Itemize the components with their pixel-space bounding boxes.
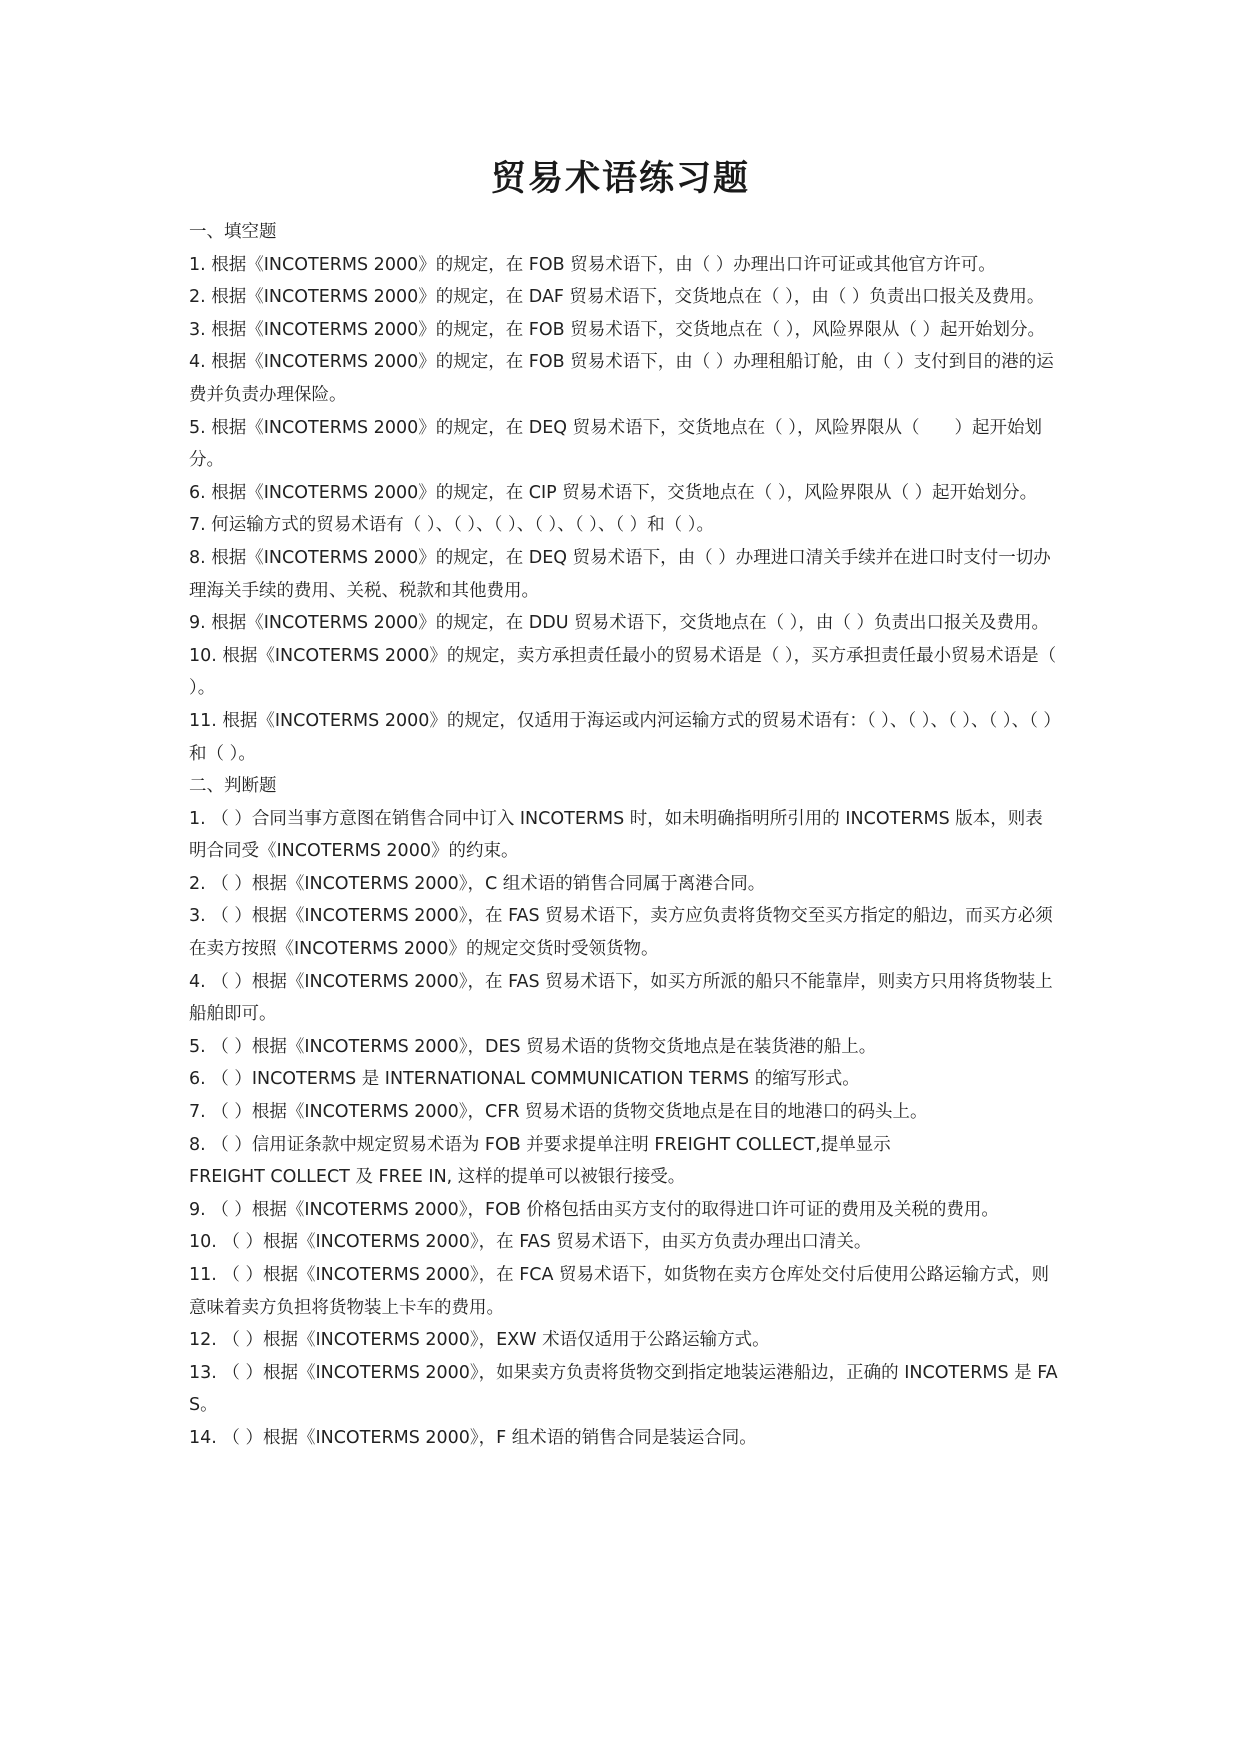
- question-list: [189, 803, 1059, 1455]
- section-fill-in-blank: [189, 216, 1062, 770]
- question-item: 8. （ ）信用证条款中规定贸易术语为 FOB 并要求提单注明 FREIGHT COLLECT,提单显示 FREIGHT COLLECT 及 FREE IN, 这样的提单可以被银行接受。: [189, 1134, 891, 1188]
- question-item: 13. （ ）根据《INCOTERMS 2000》，如果卖方负责将货物交到指定地装运港船边，正确的 INCOTERMS 是 FAS。: [189, 1362, 1058, 1416]
- question-item: 2. 根据《INCOTERMS 2000》的规定，在 DAF 贸易术语下，交货地点在（ ），由（ ）负责出口报关及费用。: [189, 287, 1045, 308]
- question-item: 4. 根据《INCOTERMS 2000》的规定，在 FOB 贸易术语下，由（ ）办理租船订舱，由（ ）支付到目的港的运费并负责办理保险。: [189, 352, 1054, 405]
- question-item: 3. 根据《INCOTERMS 2000》的规定，在 FOB 贸易术语下，交货地点在（ ），风险界限从（ ）起开始划分。: [189, 319, 1046, 340]
- question-item: 6. （ ）INCOTERMS 是 INTERNATIONAL COMMUNICATION TERMS 的缩写形式。: [189, 1069, 860, 1090]
- question-item: 14. （ ）根据《INCOTERMS 2000》，F 组术语的销售合同是装运合同。: [189, 1427, 757, 1448]
- question-item: 6. 根据《INCOTERMS 2000》的规定，在 CIP 贸易术语下，交货地点在（ ），风险界限从（ ）起开始划分。: [189, 482, 1038, 503]
- question-item: 3. （ ）根据《INCOTERMS 2000》，在 FAS 贸易术语下，卖方应负责将货物交至买方指定的船边，而买方必须在卖方按照《INCOTERMS 2000》的规定交货时受领货物。: [189, 906, 1053, 960]
- question-item: 10. 根据《INCOTERMS 2000》的规定，卖方承担责任最小的贸易术语是（ ），买方承担责任最小贸易术语是（ ）。: [189, 645, 1062, 699]
- document-body: [189, 216, 1062, 1455]
- question-item: 11. 根据《INCOTERMS 2000》的规定，仅适用于海运或内河运输方式的贸易术语有：（ ）、（ ）、（ ）、（ ）、（ ）和（ ）。: [189, 710, 1053, 764]
- question-item: 7. 何运输方式的贸易术语有（ ）、（ ）、（ ）、（ ）、（ ）、（ ）和（ ）。: [189, 515, 714, 536]
- question-item: 1. （ ）合同当事方意图在销售合同中订入 INCOTERMS 时，如未明确指明所引用的 INCOTERMS 版本，则表明合同受《INCOTERMS 2000》的约束。: [189, 808, 1043, 862]
- question-item: 12. （ ）根据《INCOTERMS 2000》，EXW 术语仅适用于公路运输方式。: [189, 1330, 770, 1351]
- question-item: 11. （ ）根据《INCOTERMS 2000》，在 FCA 贸易术语下，如货物在卖方仓库处交付后使用公路运输方式，则意味着卖方负担将货物装上卡车的费用。: [189, 1265, 1050, 1318]
- question-item: 8. 根据《INCOTERMS 2000》的规定，在 DEQ 贸易术语下，由（ ）办理进口清关手续并在进口时支付一切办理海关手续的费用、关税、税款和其他费用。: [189, 547, 1051, 601]
- question-item: 5. 根据《INCOTERMS 2000》的规定，在 DEQ 贸易术语下，交货地点在（ ），风险界限从（ ）起开始划分。: [189, 417, 1042, 471]
- question-list: [189, 249, 1062, 771]
- document-title: 贸易术语练习题: [490, 158, 750, 199]
- question-item: 5. （ ）根据《INCOTERMS 2000》，DES 贸易术语的货物交货地点是在装货港的船上。: [189, 1036, 877, 1057]
- section-heading: 一、填空题: [189, 222, 277, 242]
- question-item: 1. 根据《INCOTERMS 2000》的规定，在 FOB 贸易术语下，由（ ）办理出口许可证或其他官方许可。: [189, 254, 996, 275]
- question-item: 9. （ ）根据《INCOTERMS 2000》，FOB 价格包括由买方支付的取得进口许可证的费用及关税的费用。: [189, 1199, 999, 1220]
- section-heading: 二、判断题: [189, 776, 277, 797]
- question-item: 9. 根据《INCOTERMS 2000》的规定，在 DDU 贸易术语下，交货地点在（ ），由（ ）负责出口报关及费用。: [189, 613, 1049, 634]
- section-true-false: [189, 770, 1059, 1454]
- question-item: 4. （ ）根据《INCOTERMS 2000》，在 FAS 贸易术语下，如买方所派的船只不能靠岸，则卖方只用将货物装上船舶即可。: [189, 971, 1053, 1025]
- question-item: 10. （ ）根据《INCOTERMS 2000》，在 FAS 贸易术语下，由买方负责办理出口清关。: [189, 1232, 872, 1253]
- question-item: 2. （ ）根据《INCOTERMS 2000》，C 组术语的销售合同属于离港合同。: [189, 873, 766, 894]
- question-item: 7. （ ）根据《INCOTERMS 2000》，CFR 贸易术语的货物交货地点是在目的地港口的码头上。: [189, 1102, 928, 1123]
